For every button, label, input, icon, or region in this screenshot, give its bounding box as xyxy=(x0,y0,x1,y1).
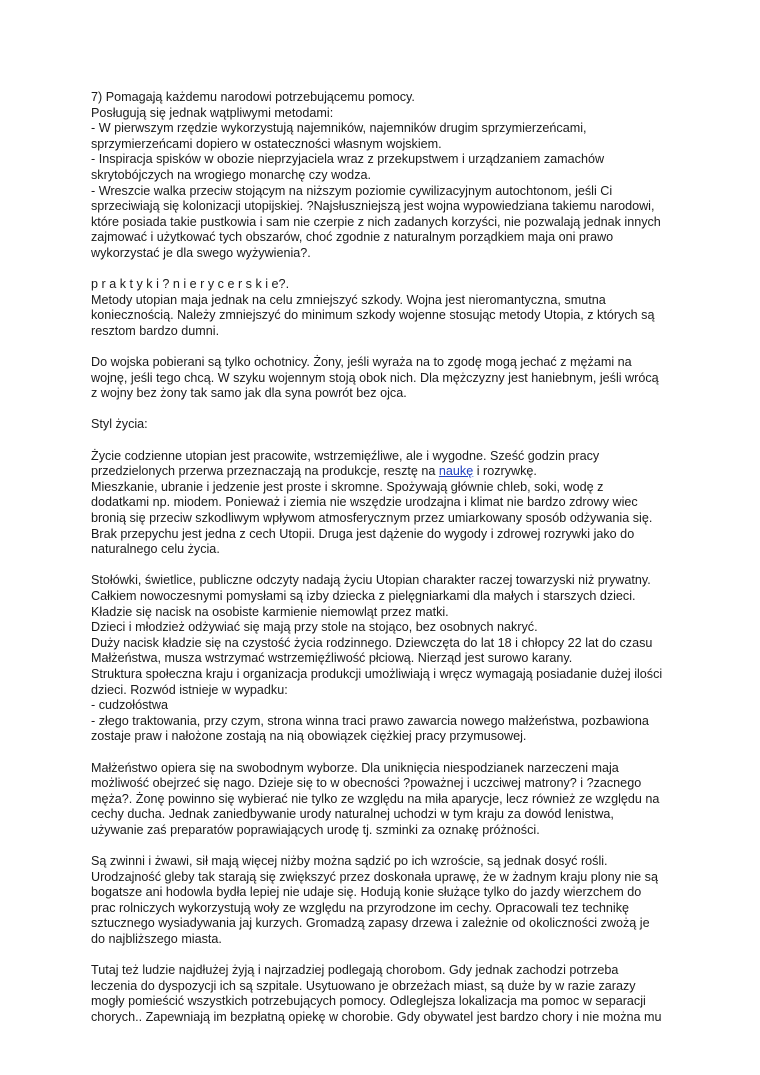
text-line: cechy ducha. Jednak zaniedbywanie urody naturalnej uchodzi w tym kraju za dowód lenistwa, xyxy=(91,807,614,822)
text-line: zajmować i użytkować tych obszarów, choć zgodnie z naturalnym porządkiem maja oni prawo xyxy=(91,230,614,245)
text-line: mogły pomieścić wszystkich potrzebujących pomocy. Odleglejsza lokalizacja ma pomoc w separacji xyxy=(91,994,646,1009)
text-line: Brak przepychu jest jedna z cech Utopii. Druga jest dążenie do wygody i zdrowej rozrywki jako do xyxy=(91,526,635,541)
text-line: sprzymierzeńcami dopiero w ostateczności własnym wojskiem. xyxy=(91,136,442,151)
text-line: - złego traktowania, przy czym, strona winna traci prawo zawarcia nowego małżeństwa, pozbawiona xyxy=(91,713,649,728)
paragraph-daily-life-rest xyxy=(91,480,680,558)
text-line: Małżeństwa, musza wstrzymać wstrzemięźliwość płciową. Nierząd jest surowo karany. xyxy=(91,651,573,666)
paragraph-daily-life xyxy=(91,449,680,558)
text-line: męża?. Żonę powinno się wybierać nie tylko ze względu na miła aparycje, lecz również ze względu na xyxy=(91,791,660,806)
text-line: Dzieci i młodzież odżywiać się mają przy stole na stojąco, bez osobnych nakryć. xyxy=(91,620,538,635)
text-line: używanie zaś preparatów poprawiających urodę tj. szminki za oznakę próżności. xyxy=(91,822,540,837)
paragraph-unchivalrous-practices xyxy=(91,277,680,339)
text-line: sztucznego wysiadywania jaj kurzych. Gromadzą zapasy drzewa i zależnie od okoliczności zwożą je xyxy=(91,916,650,931)
text-line: dzieci. Rozwód istnieje w wypadku: xyxy=(91,682,288,697)
text-line: - W pierwszym rzędzie wykorzystują najemników, najemników drugim sprzymierzeńcami, xyxy=(91,121,587,136)
text-line: Tutaj też ludzie najdłużej żyją i najrzadziej podlegają chorobom. Gdy jednak zachodzi potrzeba xyxy=(91,963,619,978)
text-line: Życie codzienne utopian jest pracowite, wstrzemięźliwe, ale i wygodne. Sześć godzin pracy xyxy=(91,448,600,463)
nauka-link[interactable]: naukę xyxy=(438,464,474,479)
text-line: naturalnego celu życia. xyxy=(91,542,220,557)
text-fragment: przedzielonych przerwa przeznaczają na produkcje, resztę na xyxy=(91,464,439,479)
paragraph-foreign-aid xyxy=(91,90,680,262)
text-line: prac rolniczych wykorzystują woły ze względu na przyrodzone im cechy. Opracowali tez technikę xyxy=(91,900,630,915)
heading-text: Styl życia: xyxy=(91,417,148,432)
text-line: Mieszkanie, ubranie i jedzenie jest proste i skromne. Spożywają głównie chleb, soki, wodę z xyxy=(91,479,604,494)
text-line: - Wreszcie walka przeciw stojącym na niższym poziomie cywilizacyjnym autochtonom, jeśli Ci xyxy=(91,183,613,198)
text-line: Do wojska pobierani są tylko ochotnicy. Żony, jeśli wyraża na to zgodę mogą jechać z mężami na xyxy=(91,355,632,370)
text-line: koniecznością. Należy zmniejszyć do minimum szkody wojenne stosując metody Utopia, z których są xyxy=(91,308,655,323)
text-line: bronią się przeciw szkodliwym wpływom atmosferycznym przez umiarkowany sposób odżywania się. xyxy=(91,511,653,526)
text-line: Stołówki, świetlice, publiczne odczyty nadają życiu Utopian charakter raczej towarzyski niż prywatny. xyxy=(91,573,651,588)
text-line: 7) Pomagają każdemu narodowi potrzebującemu pomocy. xyxy=(91,90,415,104)
text-line: które posiada takie pustkowia i sam nie czerpie z nich zadanych korzyści, nie pozwalają jednak innych xyxy=(91,214,661,229)
text-line: skrytobójczych na wrogiego monarchę czy wodza. xyxy=(91,167,371,182)
text-line: Kładzie się nacisk na osobiste karmienie niemowląt przez matki. xyxy=(91,604,449,619)
section-heading-lifestyle xyxy=(91,417,680,433)
text-line: sprzeciwiają się kolonizacji utopijskiej. ?Najsłuszniejszą jest wojna wypowiedziana takiemu narodowi, xyxy=(91,199,655,214)
text-line: - cudzołóstwa xyxy=(91,698,168,713)
text-line: Małżeństwo opiera się na swobodnym wyborze. Dla uniknięcia niespodzianek narzeczeni maja xyxy=(91,760,619,775)
text-line: Posługują się jednak wątpliwymi metodami: xyxy=(91,105,334,120)
text-line: bogatsze ani hodowla bydła lepiej nie udaje się. Hodują konie służące tylko do jazdy wierzchem do xyxy=(91,885,642,900)
text-line-with-link xyxy=(91,464,680,480)
text-line: wojnę, jeśli tego chcą. W szyku wojennym stoją obok nich. Dla mężczyzny jest haniebnym, jeśli wrócą xyxy=(91,370,659,385)
paragraph-social-life xyxy=(91,573,680,745)
text-line: możliwość obejrzeć się nago. Dzieje się to w obecności ?poważnej i uczciwej matrony? i ?zacnego xyxy=(91,776,642,791)
text-line: zostaje praw i nałożone zostają na nią obowiązek ciężkiej pracy przymusowej. xyxy=(91,729,527,744)
paragraph-health xyxy=(91,963,680,1025)
text-line: Struktura społeczna kraju i organizacja produkcji umożliwiają i wręcz wymagają posiadanie dużej ilości xyxy=(91,666,663,681)
text-line: z wojny bez żony tak samo jak dla syna powrót bez ojca. xyxy=(91,386,407,401)
text-fragment: i rozrywkę. xyxy=(473,464,537,479)
text-line: Duży nacisk kładzie się na czystość życia rodzinnego. Dziewczęta do lat 18 i chłopcy 22 lat do czasu xyxy=(91,635,653,650)
paragraph-volunteers xyxy=(91,355,680,402)
paragraph-agriculture xyxy=(91,854,680,948)
text-line: chorych.. Zapewniają im bezpłatną opiekę w chorobie. Gdy obywatel jest bardzo chory i nie można mu xyxy=(91,1010,662,1025)
text-line: do najbliższego miasta. xyxy=(91,932,222,947)
paragraph-marriage xyxy=(91,761,680,839)
text-line: Całkiem nowoczesnymi pomysłami są izby dziecka z pielęgniarkami dla małych i starszych dzieci. xyxy=(91,589,636,603)
text-line: Metody utopian maja jednak na celu zmniejszyć szkody. Wojna jest nieromantyczna, smutna xyxy=(91,292,606,307)
text-line: Urodzajność gleby tak starają się zwiększyć przez doskonała uprawę, że w żadnym kraju plony nie są xyxy=(91,869,658,884)
text-line: leczenia do dyspozycji ich są szpitale. Usytuowano je obrzeżach miast, są duże by w razie zarazy xyxy=(91,978,636,993)
text-line: Są zwinni i żwawi, sił mają więcej niżby można sądzić po ich wzroście, są jednak dosyć rośli. xyxy=(91,854,608,869)
text-line: resztom bardzo dumni. xyxy=(91,323,220,338)
text-line: dodatkami np. miodem. Ponieważ i ziemia nie wszędzie urodzajna i klimat nie bardzo zdrowy wiec xyxy=(91,495,638,510)
text-line: wykorzystać je dla swego wyżywienia?. xyxy=(91,245,311,260)
text-line: - Inspiracja spisków w obozie nieprzyjaciela wraz z przekupstwem i urządzaniem zamachów xyxy=(91,152,605,167)
text-line: p r a k t y k i ? n i e r y c e r s k i e?. xyxy=(91,277,290,292)
